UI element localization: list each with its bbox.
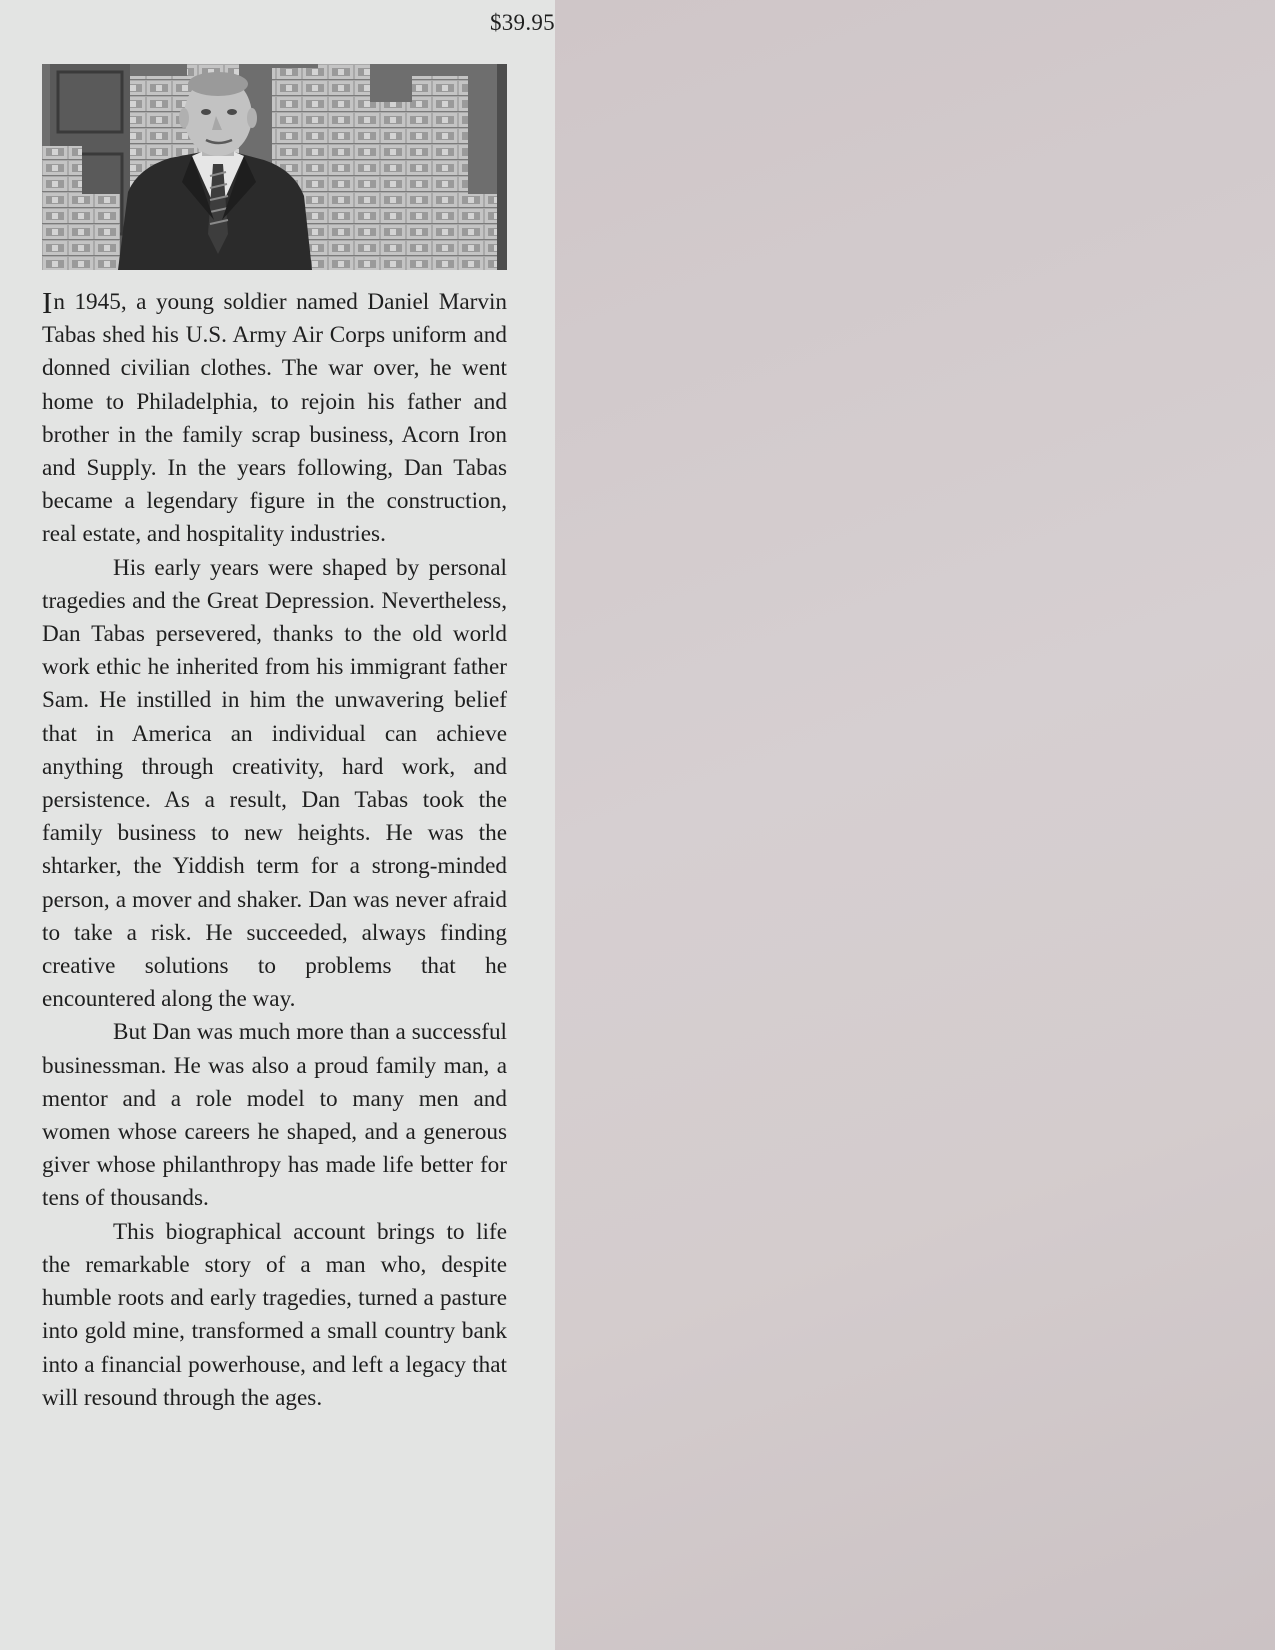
paragraph-1-text: n 1945, a young soldier named Daniel Marvin Tabas shed his U.S. Army Air Corps uniform and donned civilian clothes. The war over, he went home to Philadelphia, to rejoin his father and brother in the family scrap business, Acorn Iron and Supply. In the years following, Dan Tabas became a legendary figure in the construction, real estate, and hospitality industries. xyxy=(42,289,507,548)
portrait-image xyxy=(42,64,507,270)
paragraph-1 xyxy=(42,286,507,552)
front-flap xyxy=(0,0,555,1650)
paragraph-3: But Dan was much more than a successful businessman. He was also a proud family man, a mentor and a role model to many men and women whose careers he shaped, and a generous giver whose philanthropy has made life better for tens of thousands. xyxy=(42,1019,507,1212)
author-photo xyxy=(42,64,507,270)
flap-copy xyxy=(42,286,507,1415)
drop-cap: I xyxy=(42,285,53,320)
price-label: $39.95 xyxy=(489,10,555,35)
paragraph-2: His early years were shaped by personal tragedies and the Great Depression. Nevertheless, Dan Tabas persevered, thanks to the old world work ethic he inherited from his immigrant father Sam. He instilled in him the unwavering belief that in America an individual can achieve anything through creativity, hard work, and persistence. As a result, Dan Tabas took the family business to new heights. He was the shtarker, the Yiddish term for a strong-minded person, a mover and shaker. Dan was never afraid to take a risk. He succeeded, always finding creative solutions to problems that he encountered along the way. xyxy=(42,554,507,1013)
paragraph-4: This biographical account brings to life the remarkable story of a man who, despite humble roots and early tragedies, turned a pasture into gold mine, transformed a small country bank into a financial powerhouse, and left a legacy that will resound through the ages. xyxy=(42,1218,507,1411)
back-cover-panel xyxy=(555,0,1275,1650)
